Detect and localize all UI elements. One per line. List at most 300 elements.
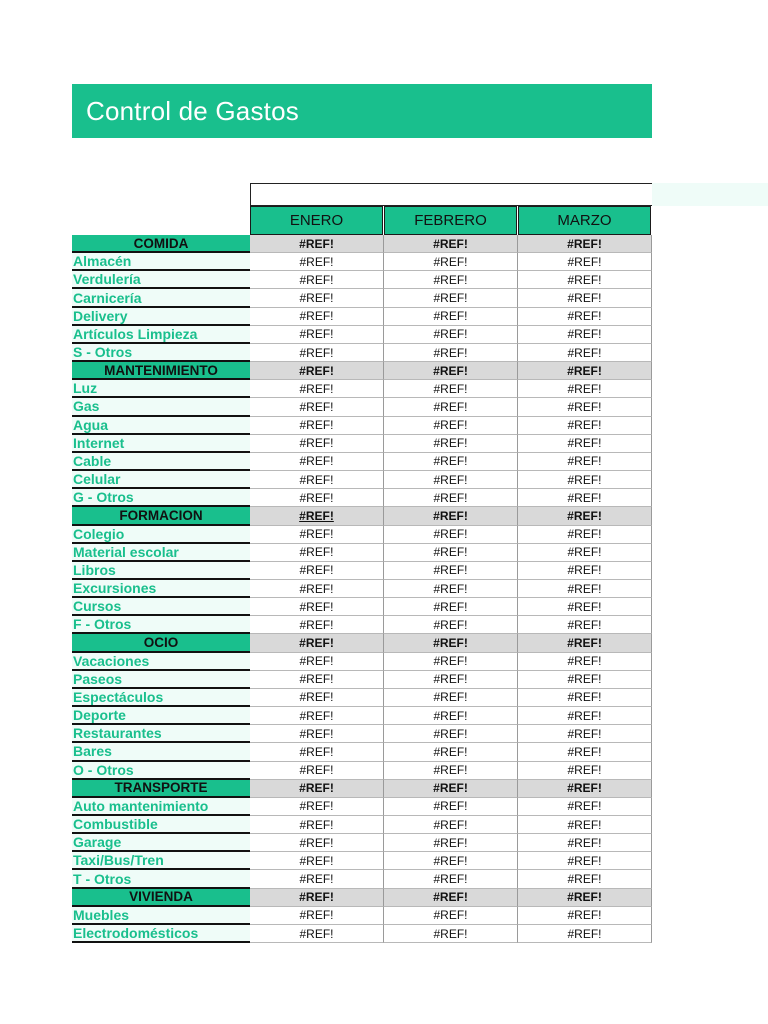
value-cell-febrero[interactable] [384,362,518,380]
value-text: #REF! [567,708,602,723]
value-text: #REF! [299,744,334,759]
value-cell-enero[interactable] [250,834,384,852]
value-text: #REF! [299,835,334,850]
value-text: #REF! [299,236,334,251]
value-text: #REF! [567,309,602,324]
value-cell-enero[interactable] [250,435,384,453]
value-text: #REF! [299,599,334,614]
value-cell-enero[interactable] [250,417,384,435]
value-text: #REF! [433,599,468,614]
category-label[interactable]: TRANSPORTE [72,780,250,798]
value-text: #REF! [299,799,334,814]
value-text: #REF! [433,545,468,560]
value-text: #REF! [567,799,602,814]
value-cell-marzo[interactable] [518,634,652,652]
value-text: #REF! [433,926,468,941]
value-cell-febrero[interactable] [384,889,518,907]
value-text: #REF! [567,872,602,887]
value-text: #REF! [567,654,602,669]
value-cell-enero[interactable] [250,725,384,743]
value-text: #REF! [433,563,468,578]
table-row [72,471,653,489]
value-text: #REF! [433,654,468,669]
value-text: #REF! [299,581,334,596]
value-cell-enero[interactable] [250,326,384,344]
value-cell-marzo[interactable] [518,780,652,798]
value-text: #REF! [299,872,334,887]
value-text: #REF! [567,744,602,759]
value-text: #REF! [567,508,602,523]
value-cell-febrero[interactable] [384,308,518,326]
value-cell-marzo[interactable] [518,689,652,707]
value-cell-febrero[interactable] [384,289,518,307]
category-label[interactable]: COMIDA [72,235,250,253]
value-cell-febrero[interactable] [384,725,518,743]
category-row [72,235,653,253]
value-cell-marzo[interactable] [518,580,652,598]
item-label[interactable]: Celular [72,471,250,489]
table-row [72,580,653,598]
item-label[interactable]: Colegio [72,526,250,544]
value-text: #REF! [299,890,334,905]
table-row [72,562,653,580]
value-cell-marzo[interactable] [518,471,652,489]
value-cell-enero[interactable] [250,743,384,761]
category-label[interactable]: MANTENIMIENTO [72,362,250,380]
table-row [72,852,653,870]
value-text: #REF! [567,690,602,705]
value-text: #REF! [299,418,334,433]
value-cell-marzo[interactable] [518,398,652,416]
value-text: #REF! [567,291,602,306]
value-text: #REF! [433,508,468,523]
value-cell-febrero[interactable] [384,271,518,289]
value-text: #REF! [299,817,334,832]
item-label[interactable]: Cursos [72,598,250,616]
item-label[interactable]: Carnicería [72,289,250,307]
value-cell-marzo[interactable] [518,834,652,852]
value-text: #REF! [299,309,334,324]
value-cell-febrero[interactable] [384,598,518,616]
value-cell-marzo[interactable] [518,852,652,870]
value-text: #REF! [433,636,468,651]
value-cell-febrero[interactable] [384,634,518,652]
value-cell-marzo[interactable] [518,417,652,435]
table-row [72,417,653,435]
month-header-enero[interactable]: ENERO [250,206,383,235]
item-label[interactable]: Artículos Limpieza [72,326,250,344]
value-text: #REF! [433,381,468,396]
table-row [72,453,653,471]
value-text: #REF! [567,254,602,269]
value-cell-marzo[interactable] [518,253,652,271]
value-cell-enero[interactable] [250,253,384,271]
value-cell-marzo[interactable] [518,489,652,507]
category-label[interactable]: FORMACION [72,507,250,525]
value-cell-marzo[interactable] [518,271,652,289]
value-cell-febrero[interactable] [384,870,518,888]
item-label[interactable]: Taxi/Bus/Tren [72,852,250,870]
value-cell-febrero[interactable] [384,707,518,725]
value-cell-enero[interactable] [250,526,384,544]
value-cell-febrero[interactable] [384,398,518,416]
value-text: #REF! [567,345,602,360]
value-text: #REF! [299,508,334,523]
value-cell-marzo[interactable] [518,235,652,253]
value-cell-marzo[interactable] [518,762,652,780]
category-label[interactable]: VIVIENDA [72,889,250,907]
value-text: #REF! [433,363,468,378]
value-cell-marzo[interactable] [518,344,652,362]
value-cell-marzo[interactable] [518,616,652,634]
value-cell-febrero[interactable] [384,435,518,453]
category-label[interactable]: OCIO [72,634,250,652]
value-text: #REF! [299,908,334,923]
month-header-febrero[interactable]: FEBRERO [384,206,517,235]
item-label[interactable]: Delivery [72,308,250,326]
value-cell-febrero[interactable] [384,453,518,471]
value-text: #REF! [567,490,602,505]
item-label[interactable]: Gas [72,398,250,416]
value-text: #REF! [567,436,602,451]
item-label[interactable]: F - Otros [72,616,250,634]
expense-table [72,235,653,943]
table-row [72,925,653,943]
item-label[interactable]: Agua [72,417,250,435]
value-cell-febrero[interactable] [384,816,518,834]
value-cell-marzo[interactable] [518,507,652,525]
value-cell-marzo[interactable] [518,870,652,888]
item-label[interactable]: G - Otros [72,489,250,507]
month-header-marzo[interactable]: MARZO [518,206,651,235]
value-text: #REF! [299,708,334,723]
value-text: #REF! [433,418,468,433]
value-text: #REF! [299,490,334,505]
value-text: #REF! [433,853,468,868]
table-row [72,616,653,634]
value-text: #REF! [567,581,602,596]
page-title: Control de Gastos [86,95,299,126]
value-text: #REF! [567,236,602,251]
value-text: #REF! [567,617,602,632]
value-cell-enero[interactable] [250,507,384,525]
value-cell-enero[interactable] [250,816,384,834]
month-header-row [250,206,653,235]
item-label[interactable]: S - Otros [72,344,250,362]
value-text: #REF! [299,563,334,578]
value-cell-enero[interactable] [250,707,384,725]
table-row [72,743,653,761]
item-label[interactable]: Auto mantenimiento [72,798,250,816]
value-cell-marzo[interactable] [518,816,652,834]
value-cell-febrero[interactable] [384,417,518,435]
value-text: #REF! [299,636,334,651]
value-cell-marzo[interactable] [518,435,652,453]
value-cell-febrero[interactable] [384,653,518,671]
value-cell-enero[interactable] [250,308,384,326]
value-cell-enero[interactable] [250,362,384,380]
value-text: #REF! [567,599,602,614]
value-text: #REF! [567,363,602,378]
value-text: #REF! [567,763,602,778]
table-row [72,253,653,271]
value-cell-febrero[interactable] [384,344,518,362]
table-row [72,544,653,562]
value-text: #REF! [433,617,468,632]
value-cell-febrero[interactable] [384,616,518,634]
item-label[interactable]: T - Otros [72,870,250,888]
value-cell-febrero[interactable] [384,834,518,852]
value-text: #REF! [567,454,602,469]
value-cell-enero[interactable] [250,489,384,507]
value-text: #REF! [433,490,468,505]
table-row [72,398,653,416]
value-cell-enero[interactable] [250,907,384,925]
value-cell-marzo[interactable] [518,889,652,907]
value-cell-febrero[interactable] [384,507,518,525]
value-cell-febrero[interactable] [384,762,518,780]
table-row [72,435,653,453]
value-text: #REF! [433,345,468,360]
value-cell-enero[interactable] [250,870,384,888]
category-row [72,780,653,798]
table-row [72,762,653,780]
item-label[interactable]: Libros [72,562,250,580]
value-cell-febrero[interactable] [384,580,518,598]
value-cell-febrero[interactable] [384,489,518,507]
value-text: #REF! [299,726,334,741]
value-text: #REF! [299,690,334,705]
value-cell-enero[interactable] [250,798,384,816]
value-cell-febrero[interactable] [384,671,518,689]
value-cell-febrero[interactable] [384,852,518,870]
value-cell-marzo[interactable] [518,671,652,689]
header-blank-cell[interactable] [250,183,652,206]
category-row [72,889,653,907]
value-cell-enero[interactable] [250,271,384,289]
value-text: #REF! [433,817,468,832]
value-text: #REF! [299,399,334,414]
table-row [72,834,653,852]
value-cell-marzo[interactable] [518,289,652,307]
category-row [72,362,653,380]
value-text: #REF! [299,381,334,396]
value-text: #REF! [567,853,602,868]
value-cell-enero[interactable] [250,616,384,634]
value-text: #REF! [567,399,602,414]
value-text: #REF! [299,272,334,287]
item-label[interactable]: Restaurantes [72,725,250,743]
value-text: #REF! [567,527,602,542]
value-text: #REF! [433,527,468,542]
value-text: #REF! [433,272,468,287]
value-text: #REF! [433,454,468,469]
table-row [72,671,653,689]
value-cell-enero[interactable] [250,380,384,398]
item-label[interactable]: Bares [72,743,250,761]
value-cell-marzo[interactable] [518,925,652,943]
value-cell-enero[interactable] [250,344,384,362]
table-row [72,725,653,743]
value-text: #REF! [433,835,468,850]
value-cell-febrero[interactable] [384,526,518,544]
item-label[interactable]: Excursiones [72,580,250,598]
value-text: #REF! [299,527,334,542]
value-text: #REF! [299,327,334,342]
value-text: #REF! [433,763,468,778]
value-cell-enero[interactable] [250,762,384,780]
value-cell-marzo[interactable] [518,907,652,925]
table-row [72,344,653,362]
value-cell-enero[interactable] [250,398,384,416]
value-text: #REF! [433,890,468,905]
value-cell-enero[interactable] [250,780,384,798]
value-cell-marzo[interactable] [518,362,652,380]
value-cell-febrero[interactable] [384,253,518,271]
table-row [72,289,653,307]
value-cell-febrero[interactable] [384,544,518,562]
value-text: #REF! [433,399,468,414]
value-cell-marzo[interactable] [518,562,652,580]
value-cell-enero[interactable] [250,580,384,598]
value-text: #REF! [567,563,602,578]
table-row [72,798,653,816]
item-label[interactable]: Cable [72,453,250,471]
table-row [72,598,653,616]
value-cell-marzo[interactable] [518,380,652,398]
item-label[interactable]: Muebles [72,907,250,925]
value-text: #REF! [299,454,334,469]
value-text: #REF! [433,254,468,269]
item-label[interactable]: Luz [72,380,250,398]
value-cell-marzo[interactable] [518,598,652,616]
title-banner [72,84,652,138]
value-cell-marzo[interactable] [518,326,652,344]
item-label[interactable]: Almacén [72,253,250,271]
value-text: #REF! [299,345,334,360]
table-row [72,271,653,289]
value-cell-enero[interactable] [250,852,384,870]
value-cell-febrero[interactable] [384,907,518,925]
value-text: #REF! [299,254,334,269]
item-label[interactable]: Internet [72,435,250,453]
value-text: #REF! [433,436,468,451]
item-label[interactable]: Vacaciones [72,653,250,671]
value-text: #REF! [433,726,468,741]
value-cell-marzo[interactable] [518,308,652,326]
item-label[interactable]: Paseos [72,671,250,689]
value-cell-enero[interactable] [250,544,384,562]
item-label[interactable]: O - Otros [72,762,250,780]
value-cell-febrero[interactable] [384,798,518,816]
value-cell-marzo[interactable] [518,653,652,671]
value-cell-febrero[interactable] [384,380,518,398]
value-cell-enero[interactable] [250,235,384,253]
value-cell-febrero[interactable] [384,471,518,489]
value-cell-enero[interactable] [250,634,384,652]
value-cell-enero[interactable] [250,471,384,489]
item-label[interactable]: Garage [72,834,250,852]
table-row [72,870,653,888]
value-cell-febrero[interactable] [384,780,518,798]
value-cell-enero[interactable] [250,925,384,943]
value-cell-enero[interactable] [250,562,384,580]
table-row [72,653,653,671]
table-row [72,326,653,344]
value-cell-marzo[interactable] [518,725,652,743]
value-text: #REF! [567,726,602,741]
item-label[interactable]: Espectáculos [72,689,250,707]
category-row [72,634,653,652]
value-text: #REF! [299,472,334,487]
item-label[interactable]: Verdulería [72,271,250,289]
item-label[interactable]: Material escolar [72,544,250,562]
value-cell-febrero[interactable] [384,562,518,580]
value-cell-enero[interactable] [250,289,384,307]
value-text: #REF! [299,545,334,560]
value-cell-febrero[interactable] [384,925,518,943]
table-row [72,707,653,725]
item-label[interactable]: Deporte [72,707,250,725]
table-row [72,526,653,544]
value-cell-enero[interactable] [250,689,384,707]
value-text: #REF! [433,708,468,723]
value-text: #REF! [433,672,468,687]
value-text: #REF! [567,817,602,832]
value-text: #REF! [299,853,334,868]
value-text: #REF! [567,472,602,487]
value-cell-enero[interactable] [250,453,384,471]
value-cell-febrero[interactable] [384,689,518,707]
value-text: #REF! [567,672,602,687]
value-cell-febrero[interactable] [384,235,518,253]
value-text: #REF! [433,690,468,705]
value-text: #REF! [299,436,334,451]
value-cell-marzo[interactable] [518,544,652,562]
value-cell-enero[interactable] [250,889,384,907]
value-cell-febrero[interactable] [384,326,518,344]
value-text: #REF! [433,744,468,759]
value-text: #REF! [567,908,602,923]
item-label[interactable]: Electrodomésticos [72,925,250,943]
value-text: #REF! [567,327,602,342]
value-text: #REF! [433,291,468,306]
value-text: #REF! [433,908,468,923]
value-cell-marzo[interactable] [518,707,652,725]
value-text: #REF! [299,654,334,669]
value-cell-enero[interactable] [250,653,384,671]
value-text: #REF! [567,926,602,941]
value-text: #REF! [433,781,468,796]
value-cell-marzo[interactable] [518,453,652,471]
value-cell-febrero[interactable] [384,743,518,761]
value-cell-marzo[interactable] [518,526,652,544]
value-text: #REF! [299,363,334,378]
value-cell-enero[interactable] [250,671,384,689]
table-row [72,380,653,398]
value-text: #REF! [567,890,602,905]
value-cell-enero[interactable] [250,598,384,616]
table-row [72,816,653,834]
value-text: #REF! [433,581,468,596]
item-label[interactable]: Combustible [72,816,250,834]
value-cell-marzo[interactable] [518,798,652,816]
value-text: #REF! [299,672,334,687]
value-text: #REF! [433,327,468,342]
table-row [72,308,653,326]
value-text: #REF! [433,309,468,324]
value-cell-marzo[interactable] [518,743,652,761]
